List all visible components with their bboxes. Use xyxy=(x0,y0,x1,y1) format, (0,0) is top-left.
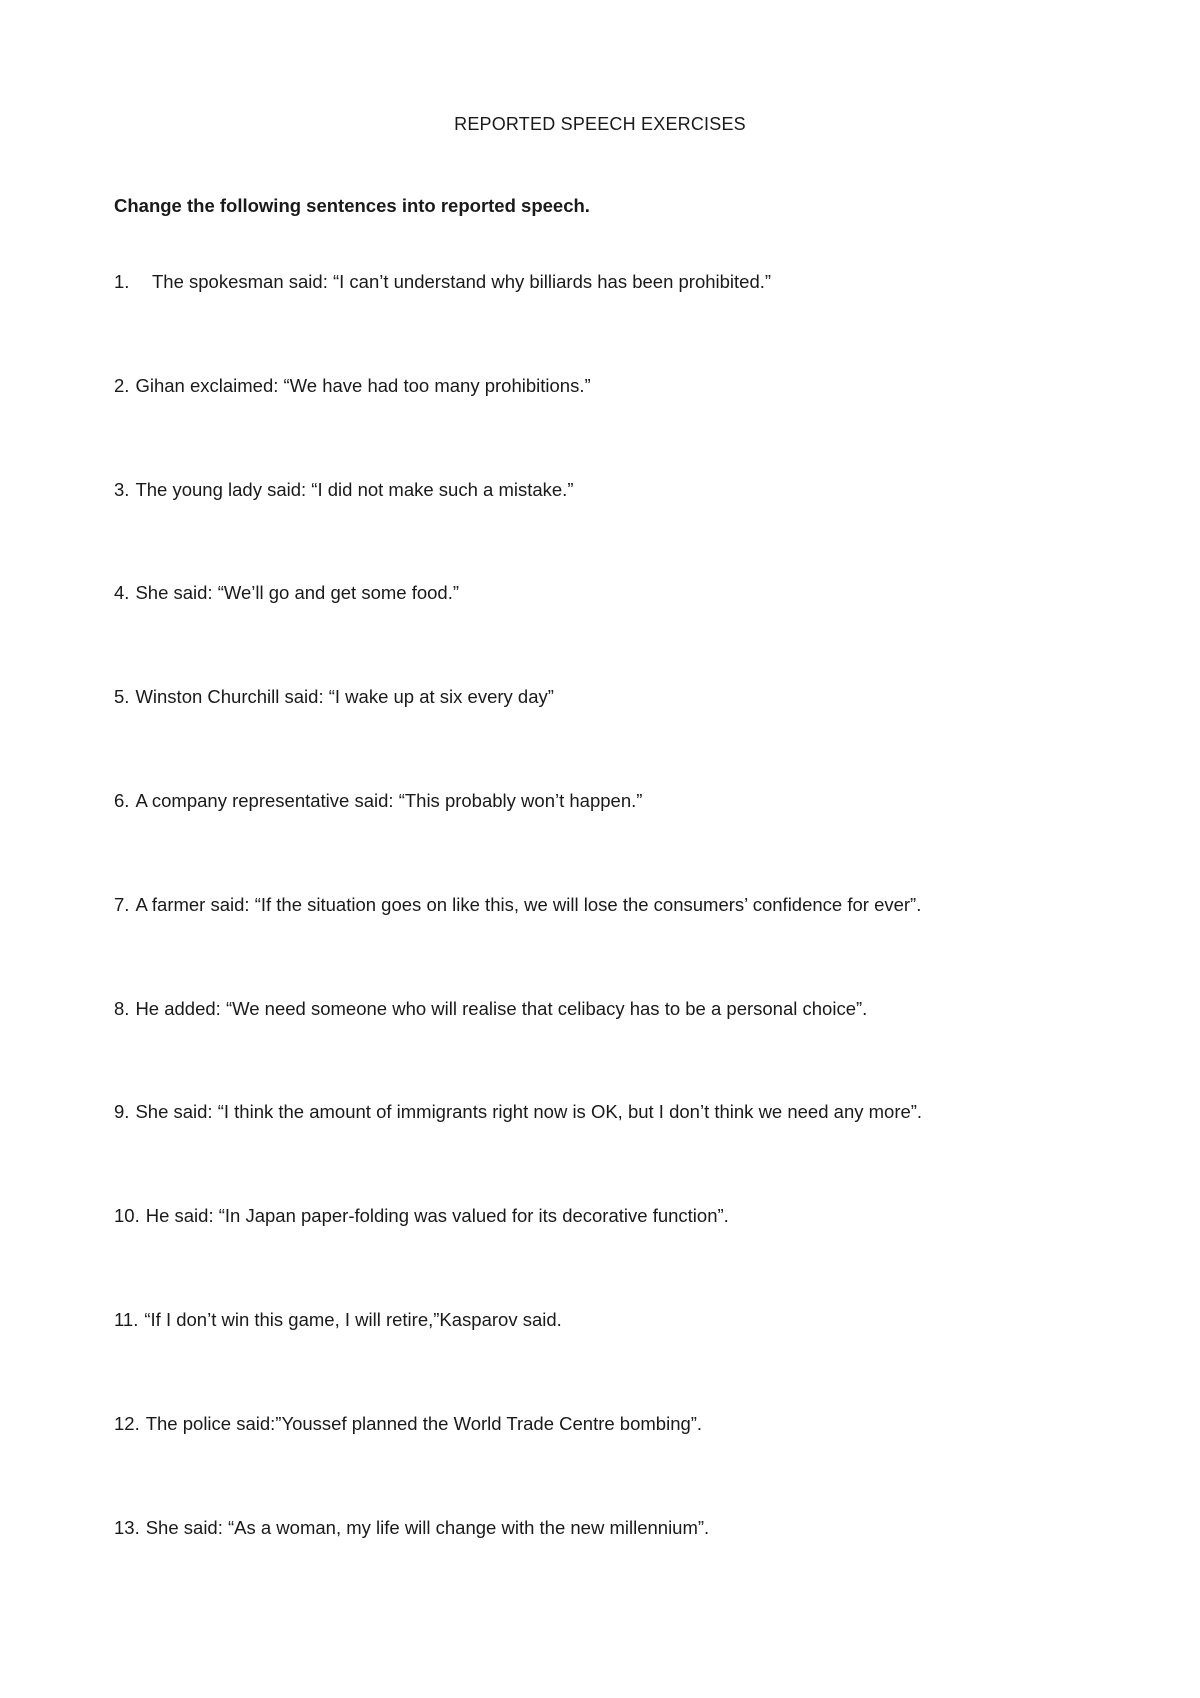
exercise-number: 6. xyxy=(114,789,130,811)
exercise-number: 10. xyxy=(114,1205,140,1227)
exercise-number: 2. xyxy=(114,374,130,396)
exercise-number: 11. xyxy=(114,1308,139,1330)
exercise-sentence: A farmer said: “If the situation goes on like this, we will lose the consumers’ confidence for ever”. xyxy=(135,893,922,915)
exercise-item-4 xyxy=(114,581,1114,685)
exercise-sentence: He said: “In Japan paper-folding was valued for its decorative function”. xyxy=(145,1205,729,1227)
exercise-item-1 xyxy=(114,270,1114,374)
exercise-item-2 xyxy=(114,374,1114,478)
exercise-sentence: He added: “We need someone who will realise that celibacy has to be a personal choice”. xyxy=(135,997,868,1019)
exercise-sentence: The police said:”Youssef planned the World Trade Centre bombing”. xyxy=(145,1412,703,1434)
exercise-sentence: A company representative said: “This probably won’t happen.” xyxy=(135,789,643,811)
instruction-text: Change the following sentences into reported speech. xyxy=(114,195,590,216)
exercise-sentence: The spokesman said: “I can’t understand why billiards has been prohibited.” xyxy=(152,271,772,292)
exercise-sentence: The young lady said: “I did not make such a mistake.” xyxy=(135,478,574,500)
exercise-number: 1. xyxy=(114,271,130,292)
exercise-sentence: Gihan exclaimed: “We have had too many prohibitions.” xyxy=(135,374,591,396)
exercise-item-9 xyxy=(114,1100,1114,1204)
exercise-number: 4. xyxy=(114,582,130,604)
exercise-item-10 xyxy=(114,1204,1114,1308)
exercise-number: 13. xyxy=(114,1516,140,1538)
exercise-number: 9. xyxy=(114,1101,130,1123)
exercise-sentence: She said: “I think the amount of immigrants right now is OK, but I don’t think we need any more”. xyxy=(135,1101,923,1123)
exercise-sentence: “If I don’t win this game, I will retire,”Kasparov said. xyxy=(144,1308,562,1330)
exercise-list xyxy=(114,270,1114,1619)
exercise-item-12 xyxy=(114,1412,1114,1516)
exercise-sentence: She said: “As a woman, my life will change with the new millennium”. xyxy=(145,1516,710,1538)
exercise-item-5 xyxy=(114,685,1114,789)
exercise-number: 3. xyxy=(114,478,130,500)
exercise-sentence: She said: “We’ll go and get some food.” xyxy=(135,582,460,604)
exercise-item-7 xyxy=(114,893,1114,997)
exercise-item-13 xyxy=(114,1516,1114,1620)
exercise-item-8 xyxy=(114,997,1114,1101)
exercise-sentence: Winston Churchill said: “I wake up at six every day” xyxy=(135,686,554,708)
exercise-item-6 xyxy=(114,789,1114,893)
exercise-number: 12. xyxy=(114,1412,140,1434)
document-title: REPORTED SPEECH EXERCISES xyxy=(454,114,746,134)
exercise-number: 8. xyxy=(114,997,130,1019)
exercise-number: 7. xyxy=(114,893,130,915)
exercise-number: 5. xyxy=(114,686,130,708)
exercise-item-3 xyxy=(114,478,1114,582)
exercise-item-11 xyxy=(114,1308,1114,1412)
